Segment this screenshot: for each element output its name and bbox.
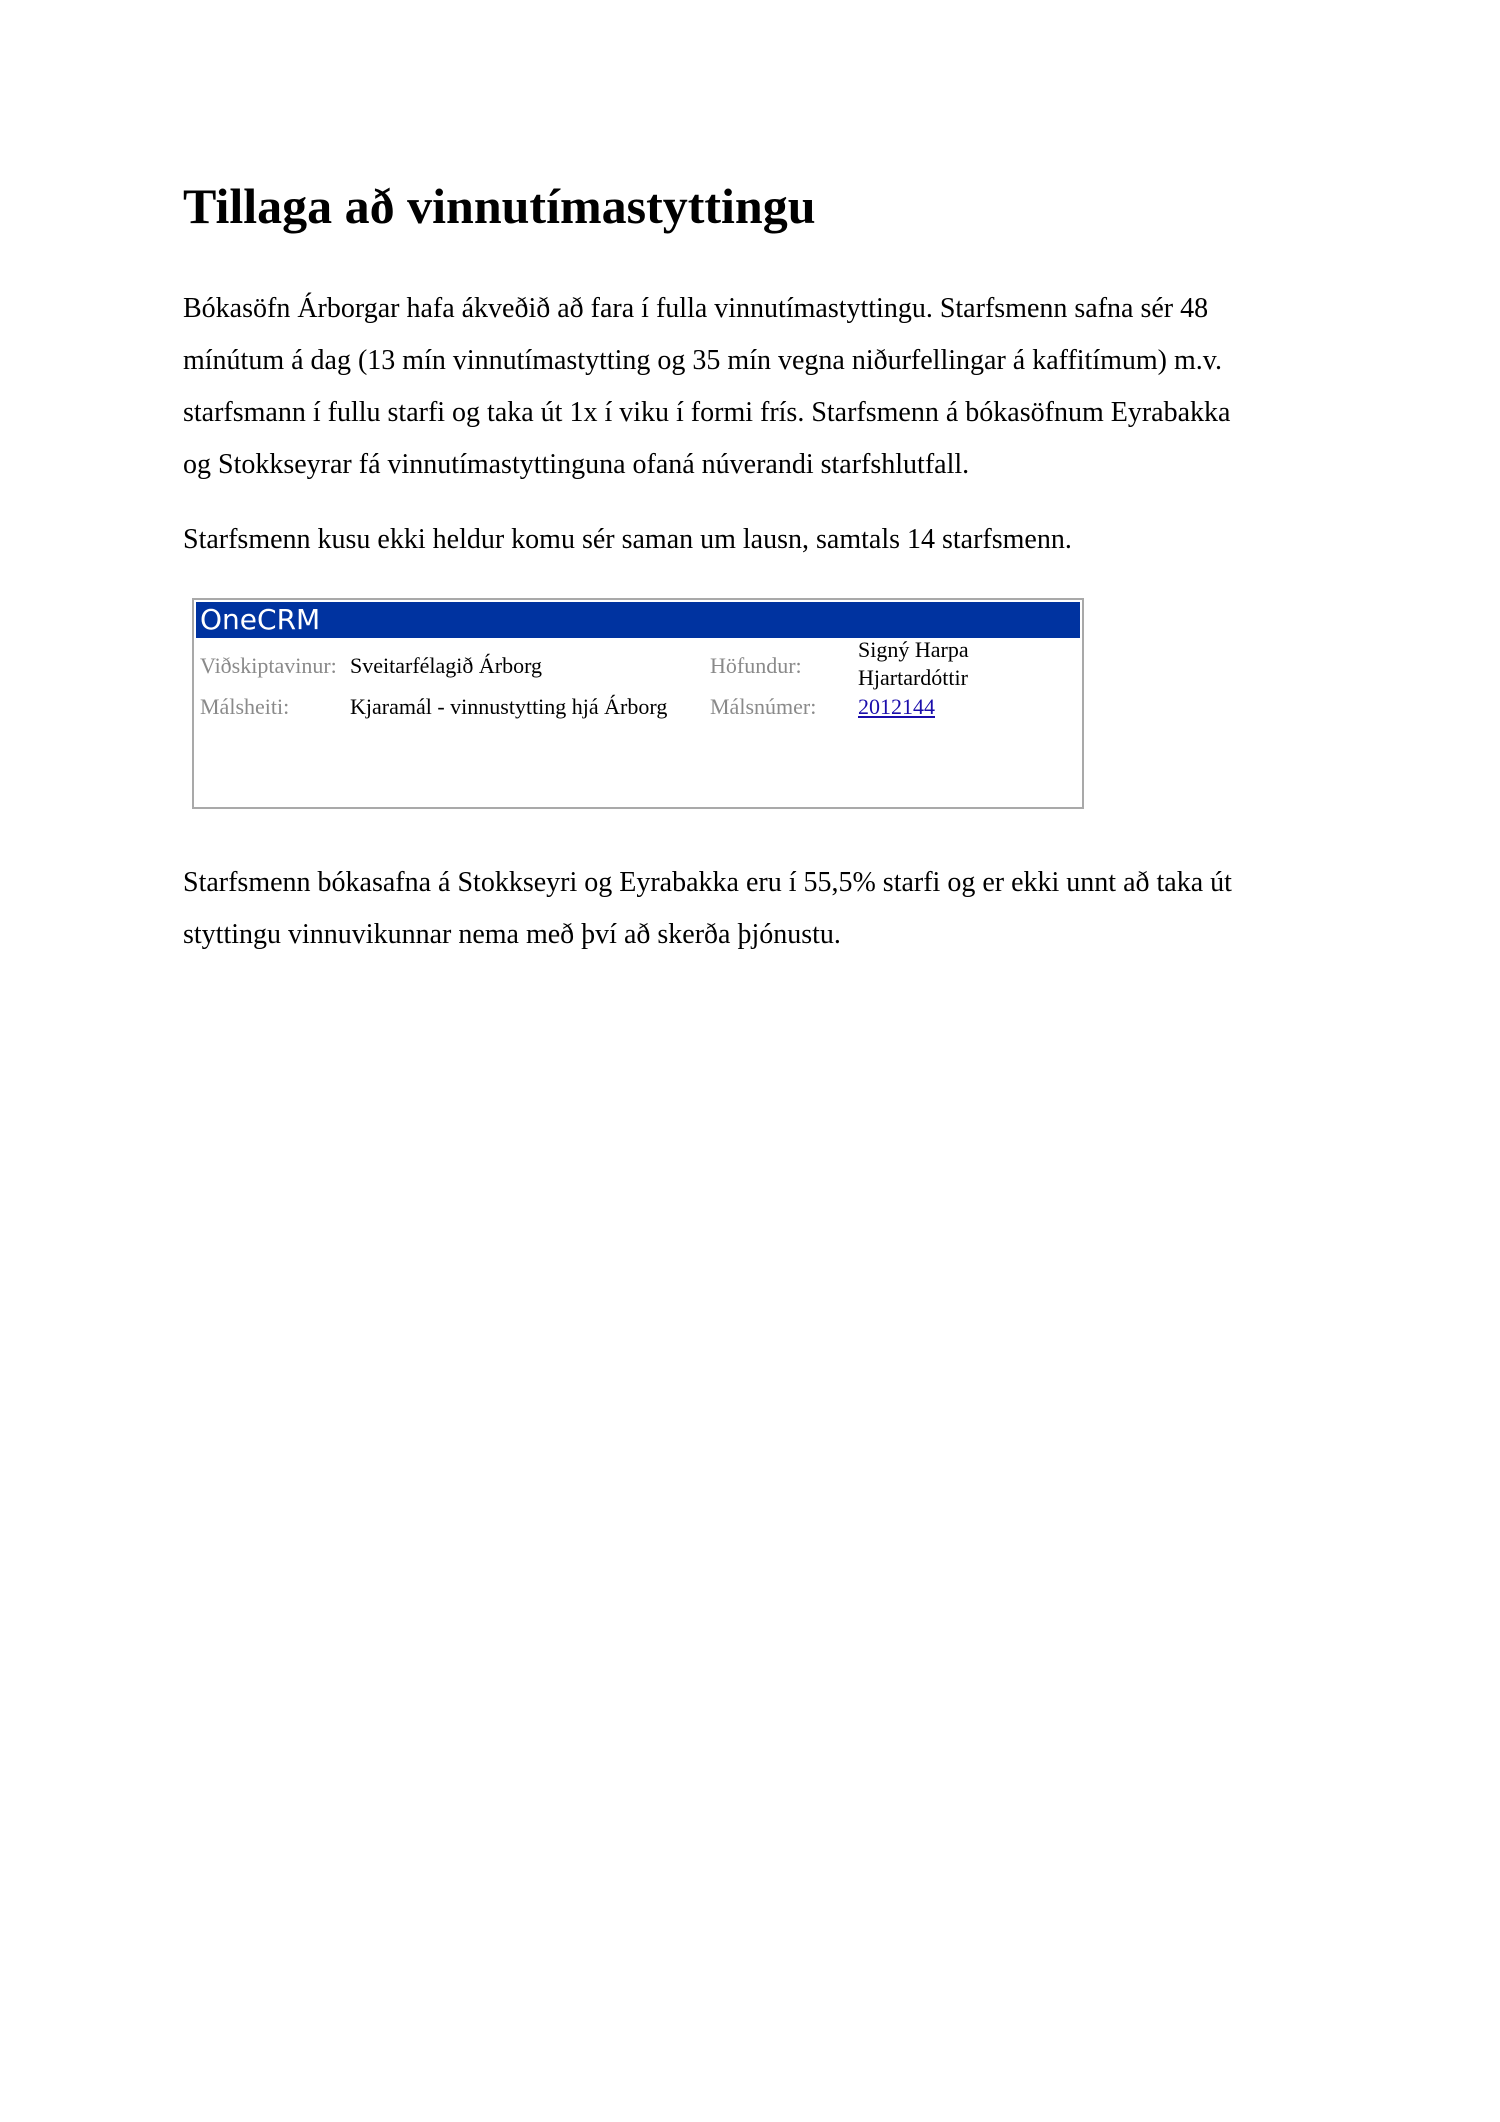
author-label: Höfundur: [710,653,802,678]
paragraph-vote [183,514,1072,566]
text-line: Starfsmenn bókasafna á Stokkseyri og Eyrabakka eru í 55,5% starfi og er ekki unnt að taka út [183,867,1232,898]
author-value-line1: Signý Harpa [858,637,969,662]
onecrm-header: OneCRM [196,602,1080,638]
paragraph-service [183,857,1232,961]
case-number-link[interactable]: 2012144 [858,694,935,719]
text-line: starfsmann í fullu starfi og taka út 1x í viku í formi frís. Starfsmenn á bókasöfnum Eyrabakka [183,397,1231,428]
subject-label: Málsheiti: [200,694,290,719]
customer-label: Viðskiptavinur: [200,653,337,678]
text-line: og Stokkseyrar fá vinnutímastyttinguna ofaná núverandi starfshlutfall. [183,449,970,480]
subject-value: Kjaramál - vinnustytting hjá Árborg [350,694,668,719]
onecrm-case-box [192,598,1084,809]
case-number-label: Málsnúmer: [710,694,817,719]
page-title: Tillaga að vinnutímastyttingu [183,178,816,234]
customer-value: Sveitarfélagið Árborg [350,653,543,678]
text-line: Starfsmenn kusu ekki heldur komu sér saman um lausn, samtals 14 starfsmenn. [183,524,1072,555]
text-line: mínútum á dag (13 mín vinnutímastytting og 35 mín vegna niðurfellingar á kaffitímum) m.v. [183,345,1222,376]
paragraph-intro [183,283,1230,491]
author-value-line2: Hjartardóttir [858,665,968,690]
text-line: styttingu vinnuvikunnar nema með því að skerða þjónustu. [183,919,841,950]
text-line: Bókasöfn Árborgar hafa ákveðið að fara í fulla vinnutímastyttingu. Starfsmenn safna sér 48 [183,293,1209,324]
